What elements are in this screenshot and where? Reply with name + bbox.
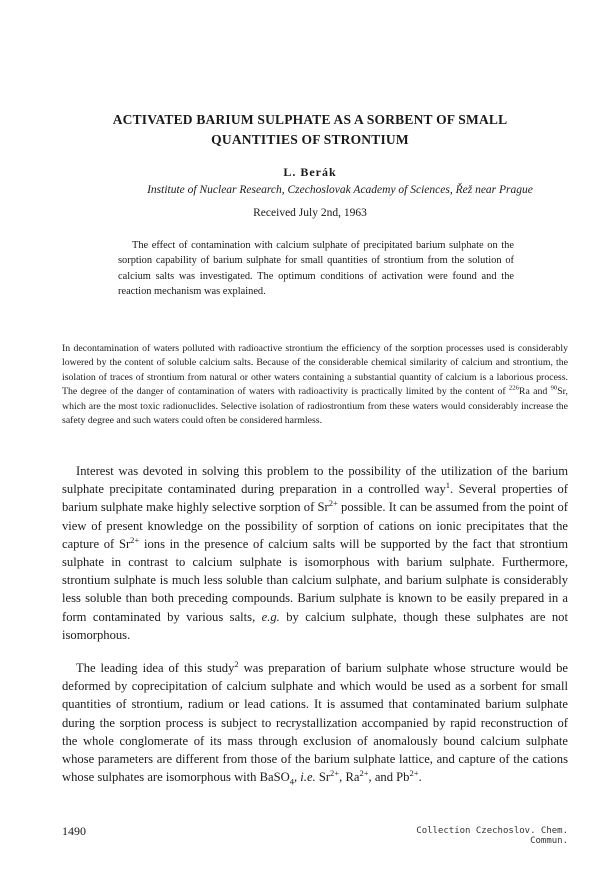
sr-charge-3: 2+ xyxy=(330,768,340,779)
p1-text-e: by calcium sulphate, though these sulphates are not isomorphous. xyxy=(62,609,568,642)
intro-text-a: In decontamination of waters polluted with radioactive strontium the efficiency of the sorption processes used is considerably lowered by the content of soluble calcium salts. Because of the considerable chemical similarity of calcium and strontium, the isolation of traces of strontium from natural or other waters containing a substantial quantity of calcium is a laborious process. The degree of the danger of contamination of waters with radioactivity is practically limited by the content of xyxy=(62,343,568,398)
p2-text-g: . xyxy=(418,770,422,785)
body-paragraph-1 xyxy=(62,462,568,644)
sr-charge: 2+ xyxy=(328,498,338,509)
p1-text-a: Interest was devoted in solving this problem to the possibility of the utilization of the barium sulphate precipitate contaminated during preparation in a controlled way xyxy=(62,464,568,497)
page-number: 1490 xyxy=(62,824,86,838)
ra-symbol: Ra and xyxy=(518,386,551,398)
intro-paragraph xyxy=(62,342,568,428)
ra-charge: 2+ xyxy=(359,768,369,779)
sr-mass-number: 90 xyxy=(550,384,558,392)
title-line-2: QUANTITIES OF STRONTIUM xyxy=(211,132,409,147)
p2-text-f: , and Pb xyxy=(368,770,410,785)
ra-mass-number: 226 xyxy=(508,384,519,392)
so4-subscript: 4 xyxy=(289,776,294,787)
author-name: L. Berák xyxy=(283,165,337,179)
body-paragraph-2 xyxy=(62,659,568,786)
p2-text-c: , xyxy=(294,770,301,785)
journal-name: Collection Czechoslov. Chem. Commun. xyxy=(416,826,568,846)
sr-charge-2: 2+ xyxy=(130,534,140,545)
eg-abbrev: e.g. xyxy=(261,609,280,624)
author-affiliation: Institute of Nuclear Research, Czechoslovak Academy of Sciences, Řež near Prague xyxy=(147,184,533,196)
abstract: The effect of contamination with calcium sulphate of precipitated barium sulphate on the sorption capability of barium sulphate for small quantities of strontium from the solution of calcium salts was investigated. The optimum conditions of activation were found and the reaction mechanism was explained. xyxy=(118,240,514,297)
p2-text-b: was preparation of barium sulphate whose structure would be deformed by coprecipitation of calcium sulphate and which would be used as a sorbent for small quantities of strontium, radium or lead cations. It is assumed that contaminated barium sulphate during the sorption process is subject to recrystallization accompanied by rapid reconstruction of the whole conglomerate of its mass through exclusion of anomalously bound calcium sulphate whose parameters are different from those of the barium sulphate lattice, and capture of the cations whose sulphates are isomorphous with BaSO xyxy=(62,661,568,785)
article-title xyxy=(80,110,540,150)
p1-text-c: possible. It can be assumed from the point of view of present knowledge on the possibility of sorption of cations on ionic precipitates that the capture of Sr xyxy=(62,500,568,551)
reference-2: 2 xyxy=(234,658,239,669)
p2-text-e: , Ra xyxy=(339,770,360,785)
intro-text-b: Sr, which are the most toxic radionuclides. Selective isolation of radiostrontium from these waters would considerably increase the safety degree and such waters could often be considered harmless. xyxy=(62,386,568,427)
reference-1: 1 xyxy=(445,480,451,491)
p1-text-b: . Several properties of barium sulphate make highly selective sorption of Sr xyxy=(62,482,568,515)
p2-text-d: Sr xyxy=(315,770,331,785)
pb-charge: 2+ xyxy=(409,768,419,779)
title-line-1: ACTIVATED BARIUM SULPHATE AS A SORBENT OF SMALL xyxy=(112,112,508,127)
p2-text-a: The leading idea of this study xyxy=(76,661,235,675)
ie-abbrev: i.e. xyxy=(300,770,316,785)
received-date: Received July 2nd, 1963 xyxy=(253,207,367,219)
p1-text-d: ions in the presence of calcium salts will be supported by the fact that strontium sulphate in contrast to calcium sulphate is isomorphous with barium sulphate. Furthermore, strontium sulphate is much less soluble than calcium sulphate, and barium sulphate is considerably less soluble than both preceding compounds. Barium sulphate is known to be easily prepared in a form contaminated by various salts, xyxy=(62,536,568,624)
